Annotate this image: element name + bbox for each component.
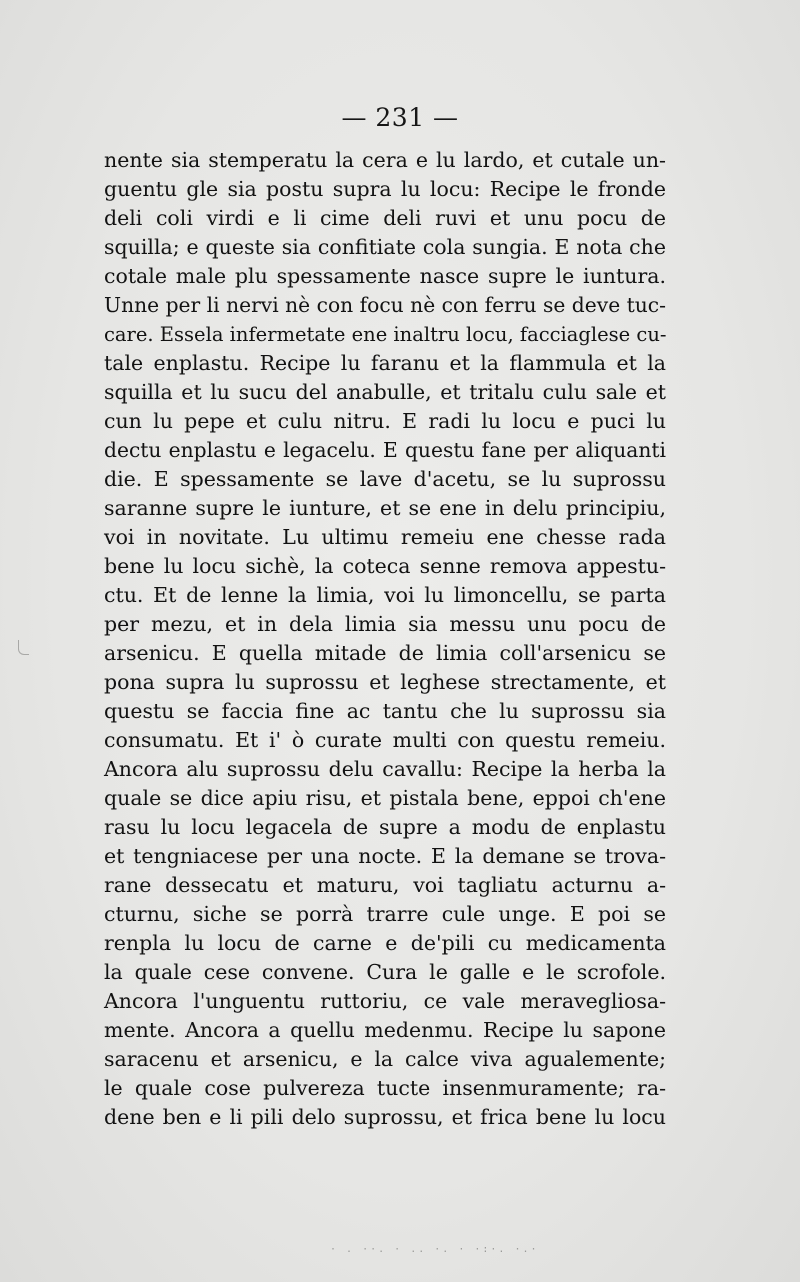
- margin-mark: [18, 640, 29, 655]
- text-line: saracenu et arsenicu, e la calce viva agualemente;: [104, 1047, 666, 1071]
- text-line: dectu enplastu e legacelu. E questu fane per aliquanti: [104, 438, 666, 462]
- text-line: Ancora alu suprossu delu cavallu: Recipe la herba la: [104, 757, 666, 781]
- text-line: Unne per li nervi nè con focu nè con ferru se deve tuc-: [104, 293, 666, 317]
- body-text: [104, 146, 666, 1132]
- text-line: rasu lu locu legacela de supre a modu de enplastu: [104, 815, 666, 839]
- text-line: bene lu locu sichè, la coteca senne removа appestu-: [104, 554, 666, 578]
- text-line: tale enplastu. Recipe lu faranu et la flammula et la: [104, 351, 666, 375]
- text-line: ctu. Et de lenne la limia, voi lu limoncellu, se parta: [104, 583, 666, 607]
- bleed-through-specks: · . ··. · .. ·. · ·:·. ·.·: [330, 1244, 539, 1255]
- text-line: mente. Ancora a quellu medenmu. Recipe lu sapone: [104, 1018, 666, 1042]
- text-line: guentu gle sia postu supra lu locu: Recipe le fronde: [104, 177, 666, 201]
- text-line: cotale male plu spessamente nasce supre le iuntura.: [104, 264, 666, 288]
- text-line: pona supra lu suprossu et leghese strectamente, et: [104, 670, 666, 694]
- page-number: — 231 —: [341, 103, 459, 132]
- text-line: cturnu, siche se porrà trarre cule unge. E poi se: [104, 902, 666, 926]
- text-line: la quale cese convene. Cura le galle e le scrofole.: [104, 960, 666, 984]
- text-line: die. E spessamente se lave d'acetu, se lu suprossu: [104, 467, 666, 491]
- text-line: Ancora l'unguentu ruttoriu, ce vale meravegliosa-: [104, 989, 666, 1013]
- text-line: consumatu. Et i' ò curate multi con questu remeiu.: [104, 728, 666, 752]
- text-line: saranne supre le iunture, et se ene in delu principiu,: [104, 496, 666, 520]
- text-line: care. Essela infermetate ene inaltru locu, facciaglese cu-: [104, 323, 667, 346]
- text-line: arsenicu. E quella mitade de limia coll'arsenicu se: [104, 641, 666, 665]
- text-line: questu se faccia fine ac tantu che lu suprossu sia: [104, 699, 666, 723]
- text-line: squilla et lu sucu del anabulle, et tritalu culu sale et: [104, 380, 666, 404]
- text-line: deli coli virdi e li cime deli ruvi et unu pocu de: [104, 206, 666, 230]
- text-line: per mezu, et in dela limia sia messu unu pocu de: [104, 612, 666, 636]
- text-line: nente sia stemperatu la cera e lu lardo, et cutale un-: [104, 148, 666, 172]
- text-line: voi in novitate. Lu ultimu remeiu ene chesse rada: [104, 525, 666, 549]
- text-line: quale se dice apiu risu, et pistala bene, eppoi ch'ene: [104, 786, 666, 810]
- text-line: rane dessecatu et maturu, voi tagliatu acturnu a-: [104, 873, 666, 897]
- text-line: et tengniacese per una nocte. E la demane se trova-: [104, 844, 666, 868]
- text-line: renpla lu locu de carne e de'pili cu medicamenta: [104, 931, 666, 955]
- text-line: cun lu pepe et culu nitru. E radi lu locu e puci lu: [104, 409, 666, 433]
- text-line: le quale cose pulvereza tucte insenmuramente; ra-: [104, 1076, 666, 1100]
- text-line: squilla; e queste sia confitiate cola sungia. E nota che: [104, 235, 666, 259]
- text-line: dene ben e li pili delo suprossu, et frica bene lu locu: [104, 1105, 666, 1129]
